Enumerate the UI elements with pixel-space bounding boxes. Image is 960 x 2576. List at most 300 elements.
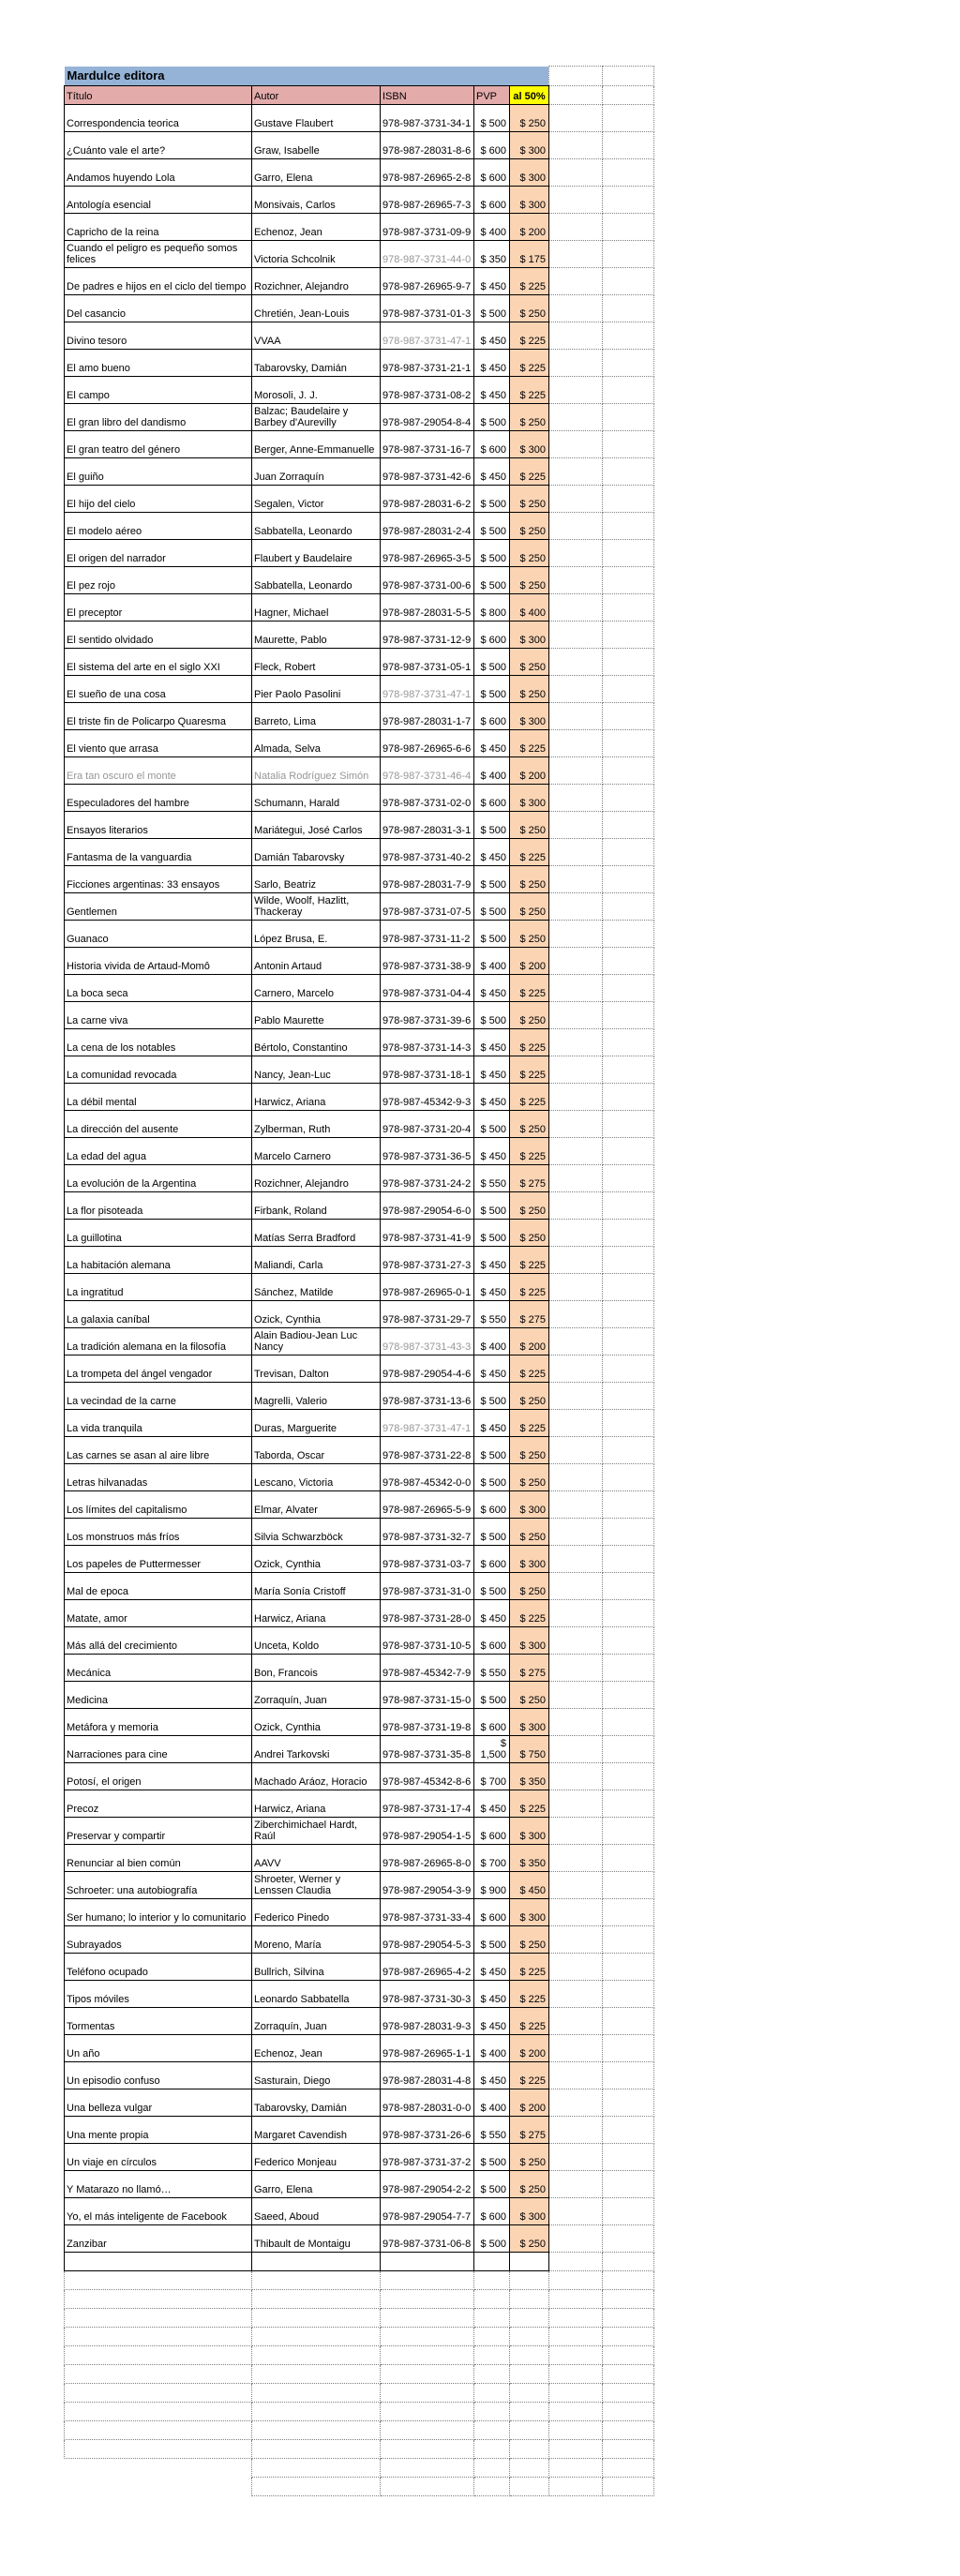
cell-titulo[interactable]: Letras hilvanadas — [65, 1464, 252, 1491]
cell-extra[interactable] — [549, 86, 603, 105]
cell-pvp[interactable]: $ 600 — [474, 785, 510, 812]
cell-pvp[interactable]: $ 500 — [474, 2225, 510, 2253]
cell-extra[interactable] — [549, 268, 603, 295]
cell-half-price[interactable]: $ 250 — [510, 1002, 549, 1029]
cell-extra[interactable] — [549, 1274, 603, 1301]
cell-autor[interactable]: Bértolo, Constantino — [252, 1029, 381, 1056]
cell-empty[interactable] — [252, 2384, 381, 2403]
cell-extra[interactable] — [603, 105, 654, 132]
cell-pvp[interactable]: $ 500 — [474, 540, 510, 567]
cell-extra[interactable] — [549, 893, 603, 921]
cell-empty[interactable] — [603, 2384, 654, 2403]
cell-half-price[interactable]: $ 300 — [510, 2198, 549, 2225]
cell-extra[interactable] — [603, 1981, 654, 2008]
cell-autor[interactable]: Maliandi, Carla — [252, 1247, 381, 1274]
cell-extra[interactable] — [549, 757, 603, 785]
cell-extra[interactable] — [549, 1491, 603, 1519]
cell-extra[interactable] — [549, 2035, 603, 2062]
cell-autor[interactable]: Zorraquín, Juan — [252, 1682, 381, 1709]
cell-extra[interactable] — [549, 948, 603, 975]
cell-titulo[interactable]: Guanaco — [65, 921, 252, 948]
cell-isbn[interactable]: 978-987-3731-47-1 — [381, 676, 474, 703]
cell-extra[interactable] — [549, 2062, 603, 2089]
cell-extra[interactable] — [603, 676, 654, 703]
cell-isbn[interactable]: 978-987-3731-10-5 — [381, 1627, 474, 1655]
cell-extra[interactable] — [603, 567, 654, 594]
cell-empty[interactable] — [252, 2253, 381, 2271]
cell-half-price[interactable]: $ 300 — [510, 703, 549, 730]
cell-extra[interactable] — [549, 132, 603, 159]
cell-autor[interactable]: Andrei Tarkovski — [252, 1736, 381, 1763]
cell-extra[interactable] — [603, 1437, 654, 1464]
cell-pvp[interactable]: $ 500 — [474, 513, 510, 540]
cell-empty[interactable] — [65, 2403, 252, 2421]
cell-pvp[interactable]: $ 600 — [474, 1709, 510, 1736]
cell-titulo[interactable]: Tormentas — [65, 2008, 252, 2035]
cell-autor[interactable]: Schumann, Harald — [252, 785, 381, 812]
cell-empty[interactable] — [549, 2271, 603, 2290]
cell-autor[interactable]: Federico Monjeau — [252, 2144, 381, 2171]
cell-extra[interactable] — [603, 431, 654, 458]
cell-pvp[interactable]: $ 450 — [474, 2008, 510, 2035]
cell-extra[interactable] — [603, 350, 654, 377]
cell-pvp[interactable]: $ 600 — [474, 703, 510, 730]
cell-autor[interactable]: Ozick, Cynthia — [252, 1709, 381, 1736]
cell-autor[interactable]: Sarlo, Beatriz — [252, 866, 381, 893]
cell-extra[interactable] — [549, 1736, 603, 1763]
cell-titulo[interactable]: Schroeter: una autobiografía — [65, 1872, 252, 1899]
cell-autor[interactable]: Damián Tabarovsky — [252, 839, 381, 866]
cell-extra[interactable] — [549, 1220, 603, 1247]
cell-extra[interactable] — [603, 322, 654, 350]
cell-isbn[interactable]: 978-987-45342-0-0 — [381, 1464, 474, 1491]
cell-half-price[interactable]: $ 300 — [510, 1899, 549, 1926]
cell-pvp[interactable]: $ 500 — [474, 1573, 510, 1600]
cell-half-price[interactable]: $ 400 — [510, 594, 549, 622]
cell-titulo[interactable]: Fantasma de la vanguardia — [65, 839, 252, 866]
cell-half-price[interactable]: $ 250 — [510, 295, 549, 322]
cell-empty[interactable] — [510, 2478, 549, 2496]
cell-isbn[interactable]: 978-987-28031-9-3 — [381, 2008, 474, 2035]
cell-extra[interactable] — [603, 703, 654, 730]
cell-half-price[interactable]: $ 250 — [510, 2144, 549, 2171]
cell-extra[interactable] — [549, 1247, 603, 1274]
cell-autor[interactable]: Bon, Francois — [252, 1655, 381, 1682]
cell-pvp[interactable]: $ 600 — [474, 1627, 510, 1655]
cell-autor[interactable]: Alain Badiou-Jean Luc Nancy — [252, 1328, 381, 1355]
cell-autor[interactable]: Harwicz, Ariana — [252, 1084, 381, 1111]
cell-isbn[interactable]: 978-987-26965-2-8 — [381, 159, 474, 187]
cell-isbn[interactable]: 978-987-28031-3-1 — [381, 812, 474, 839]
cell-isbn[interactable]: 978-987-3731-39-6 — [381, 1002, 474, 1029]
cell-empty[interactable] — [474, 2309, 510, 2328]
cell-titulo[interactable]: La edad del agua — [65, 1138, 252, 1165]
cell-pvp[interactable]: $ 400 — [474, 2089, 510, 2117]
cell-pvp[interactable]: $ 500 — [474, 1464, 510, 1491]
cell-empty[interactable] — [65, 2346, 252, 2365]
cell-titulo[interactable]: El pez rojo — [65, 567, 252, 594]
cell-extra[interactable] — [549, 187, 603, 214]
cell-autor[interactable]: Machado Aráoz, Horacio — [252, 1763, 381, 1790]
cell-half-price[interactable]: $ 225 — [510, 350, 549, 377]
cell-pvp[interactable]: $ 450 — [474, 350, 510, 377]
cell-empty[interactable] — [474, 2290, 510, 2309]
cell-isbn[interactable]: 978-987-3731-34-1 — [381, 105, 474, 132]
column-header-isbn[interactable]: ISBN — [381, 86, 474, 105]
cell-isbn[interactable]: 978-987-28031-6-2 — [381, 486, 474, 513]
cell-titulo[interactable]: Mecánica — [65, 1655, 252, 1682]
cell-extra[interactable] — [603, 2117, 654, 2144]
cell-isbn[interactable]: 978-987-3731-32-7 — [381, 1519, 474, 1546]
cell-empty[interactable] — [381, 2290, 474, 2309]
cell-autor[interactable]: Tabarovsky, Damián — [252, 350, 381, 377]
cell-extra[interactable] — [603, 1655, 654, 1682]
cell-empty[interactable] — [510, 2309, 549, 2328]
cell-isbn[interactable]: 978-987-3731-01-3 — [381, 295, 474, 322]
cell-half-price[interactable]: $ 225 — [510, 1274, 549, 1301]
cell-pvp[interactable]: $ 600 — [474, 431, 510, 458]
cell-empty[interactable] — [603, 2290, 654, 2309]
cell-pvp[interactable]: $ 450 — [474, 1274, 510, 1301]
cell-autor[interactable]: Bullrich, Silvina — [252, 1954, 381, 1981]
cell-titulo[interactable]: Más allá del crecimiento — [65, 1627, 252, 1655]
cell-titulo[interactable]: Ficciones argentinas: 33 ensayos — [65, 866, 252, 893]
cell-empty[interactable] — [603, 2478, 654, 2496]
cell-empty[interactable] — [510, 2384, 549, 2403]
cell-isbn[interactable]: 978-987-28031-1-7 — [381, 703, 474, 730]
cell-extra[interactable] — [549, 1682, 603, 1709]
cell-extra[interactable] — [603, 1355, 654, 1383]
cell-half-price[interactable]: $ 225 — [510, 1029, 549, 1056]
cell-extra[interactable] — [549, 1165, 603, 1192]
cell-titulo[interactable]: Preservar y compartir — [65, 1818, 252, 1845]
cell-empty[interactable] — [381, 2253, 474, 2271]
cell-extra[interactable] — [603, 839, 654, 866]
cell-pvp[interactable]: $ 600 — [474, 159, 510, 187]
cell-autor[interactable]: Trevisan, Dalton — [252, 1355, 381, 1383]
cell-empty[interactable] — [65, 2290, 252, 2309]
cell-extra[interactable] — [549, 1084, 603, 1111]
cell-half-price[interactable]: $ 250 — [510, 1220, 549, 1247]
cell-isbn[interactable]: 978-987-3731-12-9 — [381, 622, 474, 649]
cell-autor[interactable]: Harwicz, Ariana — [252, 1790, 381, 1818]
cell-half-price[interactable]: $ 225 — [510, 1247, 549, 1274]
cell-autor[interactable]: Rozichner, Alejandro — [252, 268, 381, 295]
cell-empty[interactable] — [252, 2478, 381, 2496]
cell-empty[interactable] — [549, 2478, 603, 2496]
cell-isbn[interactable]: 978-987-3731-33-4 — [381, 1899, 474, 1926]
cell-titulo[interactable]: La galaxia caníbal — [65, 1301, 252, 1328]
cell-empty[interactable] — [510, 2421, 549, 2440]
cell-extra[interactable] — [549, 1355, 603, 1383]
cell-half-price[interactable]: $ 225 — [510, 1355, 549, 1383]
cell-extra[interactable] — [549, 377, 603, 404]
cell-isbn[interactable]: 978-987-26965-0-1 — [381, 1274, 474, 1301]
cell-extra[interactable] — [549, 839, 603, 866]
cell-pvp[interactable]: $ 450 — [474, 1954, 510, 1981]
cell-pvp[interactable]: $ 450 — [474, 1355, 510, 1383]
cell-empty[interactable] — [549, 2346, 603, 2365]
column-header-pvp[interactable]: PVP — [474, 86, 510, 105]
cell-extra[interactable] — [603, 1573, 654, 1600]
cell-titulo[interactable]: La guillotina — [65, 1220, 252, 1247]
cell-isbn[interactable]: 978-987-3731-29-7 — [381, 1301, 474, 1328]
cell-pvp[interactable]: $ 900 — [474, 1872, 510, 1899]
cell-half-price[interactable]: $ 275 — [510, 1165, 549, 1192]
cell-empty[interactable] — [474, 2346, 510, 2365]
cell-empty[interactable] — [381, 2346, 474, 2365]
cell-extra[interactable] — [603, 2198, 654, 2225]
cell-isbn[interactable]: 978-987-28031-8-6 — [381, 132, 474, 159]
cell-titulo[interactable]: ¿Cuánto vale el arte? — [65, 132, 252, 159]
cell-empty[interactable] — [474, 2403, 510, 2421]
cell-extra[interactable] — [549, 1763, 603, 1790]
cell-extra[interactable] — [549, 1464, 603, 1491]
cell-empty[interactable] — [510, 2440, 549, 2459]
cell-half-price[interactable]: $ 300 — [510, 785, 549, 812]
cell-autor[interactable]: VVAA — [252, 322, 381, 350]
cell-empty[interactable] — [474, 2440, 510, 2459]
cell-pvp[interactable]: $ 550 — [474, 1655, 510, 1682]
cell-isbn[interactable]: 978-987-26965-1-1 — [381, 2035, 474, 2062]
cell-extra[interactable] — [603, 404, 654, 431]
cell-autor[interactable]: Ozick, Cynthia — [252, 1301, 381, 1328]
cell-autor[interactable]: Victoria Schcolnik — [252, 241, 381, 268]
cell-empty[interactable] — [65, 2421, 252, 2440]
cell-extra[interactable] — [549, 105, 603, 132]
cell-autor[interactable]: Federico Pinedo — [252, 1899, 381, 1926]
cell-extra[interactable] — [549, 322, 603, 350]
cell-empty[interactable] — [474, 2328, 510, 2346]
cell-autor[interactable]: Unceta, Koldo — [252, 1627, 381, 1655]
cell-half-price[interactable]: $ 250 — [510, 540, 549, 567]
cell-autor[interactable]: Sabbatella, Leonardo — [252, 513, 381, 540]
cell-isbn[interactable]: 978-987-3731-24-2 — [381, 1165, 474, 1192]
cell-extra[interactable] — [549, 1301, 603, 1328]
cell-extra[interactable] — [549, 1627, 603, 1655]
cell-titulo[interactable]: El sentido olvidado — [65, 622, 252, 649]
cell-empty[interactable] — [510, 2328, 549, 2346]
cell-titulo[interactable]: Mal de epoca — [65, 1573, 252, 1600]
cell-autor[interactable]: Pablo Maurette — [252, 1002, 381, 1029]
cell-isbn[interactable]: 978-987-3731-27-3 — [381, 1247, 474, 1274]
cell-autor[interactable]: López Brusa, E. — [252, 921, 381, 948]
cell-isbn[interactable]: 978-987-3731-40-2 — [381, 839, 474, 866]
cell-half-price[interactable]: $ 200 — [510, 948, 549, 975]
cell-extra[interactable] — [603, 2253, 654, 2271]
cell-empty[interactable] — [603, 2459, 654, 2478]
cell-autor[interactable]: Hagner, Michael — [252, 594, 381, 622]
cell-empty[interactable] — [252, 2459, 381, 2478]
cell-isbn[interactable]: 978-987-28031-5-5 — [381, 594, 474, 622]
cell-extra[interactable] — [603, 513, 654, 540]
cell-empty[interactable] — [65, 2440, 252, 2459]
cell-extra[interactable] — [603, 757, 654, 785]
cell-isbn[interactable]: 978-987-3731-38-9 — [381, 948, 474, 975]
cell-extra[interactable] — [603, 1546, 654, 1573]
cell-half-price[interactable]: $ 250 — [510, 921, 549, 948]
cell-empty[interactable] — [252, 2403, 381, 2421]
cell-half-price[interactable]: $ 300 — [510, 187, 549, 214]
cell-titulo[interactable]: Un viaje en círculos — [65, 2144, 252, 2171]
cell-isbn[interactable]: 978-987-3731-13-6 — [381, 1383, 474, 1410]
cell-autor[interactable]: Ozick, Cynthia — [252, 1546, 381, 1573]
cell-autor[interactable]: Wilde, Woolf, Hazlitt, Thackeray — [252, 893, 381, 921]
cell-isbn[interactable]: 978-987-3731-21-1 — [381, 350, 474, 377]
cell-extra[interactable] — [603, 1410, 654, 1437]
cell-pvp[interactable]: $ 400 — [474, 214, 510, 241]
cell-autor[interactable]: Graw, Isabelle — [252, 132, 381, 159]
cell-isbn[interactable]: 978-987-3731-09-9 — [381, 214, 474, 241]
cell-extra[interactable] — [603, 214, 654, 241]
cell-isbn[interactable]: 978-987-26965-5-9 — [381, 1491, 474, 1519]
cell-isbn[interactable]: 978-987-3731-44-0 — [381, 241, 474, 268]
cell-autor[interactable]: Leonardo Sabbatella — [252, 1981, 381, 2008]
cell-isbn[interactable]: 978-987-26965-9-7 — [381, 268, 474, 295]
cell-half-price[interactable]: $ 225 — [510, 1954, 549, 1981]
cell-extra[interactable] — [603, 241, 654, 268]
cell-half-price[interactable]: $ 250 — [510, 676, 549, 703]
cell-empty[interactable] — [381, 2271, 474, 2290]
cell-isbn[interactable]: 978-987-45342-9-3 — [381, 1084, 474, 1111]
cell-pvp[interactable]: $ 450 — [474, 322, 510, 350]
cell-extra[interactable] — [603, 785, 654, 812]
cell-half-price[interactable]: $ 250 — [510, 1573, 549, 1600]
cell-pvp[interactable]: $ 450 — [474, 730, 510, 757]
cell-autor[interactable]: Segalen, Victor — [252, 486, 381, 513]
cell-empty[interactable] — [510, 2403, 549, 2421]
cell-isbn[interactable]: 978-987-3731-26-6 — [381, 2117, 474, 2144]
cell-pvp[interactable]: $ 500 — [474, 1111, 510, 1138]
cell-autor[interactable]: Balzac; Baudelaire y Barbey d'Aurevilly — [252, 404, 381, 431]
cell-isbn[interactable]: 978-987-29054-2-2 — [381, 2171, 474, 2198]
cell-pvp[interactable]: $ 550 — [474, 2117, 510, 2144]
cell-isbn[interactable]: 978-987-26965-3-5 — [381, 540, 474, 567]
cell-extra[interactable] — [603, 921, 654, 948]
cell-pvp[interactable]: $ 600 — [474, 622, 510, 649]
cell-extra[interactable] — [549, 1899, 603, 1926]
cell-titulo[interactable]: El triste fin de Policarpo Quaresma — [65, 703, 252, 730]
cell-extra[interactable] — [549, 975, 603, 1002]
cell-half-price[interactable]: $ 225 — [510, 458, 549, 486]
cell-extra[interactable] — [603, 649, 654, 676]
cell-extra[interactable] — [549, 812, 603, 839]
cell-empty[interactable] — [65, 2365, 252, 2384]
cell-autor[interactable]: Juan Zorraquín — [252, 458, 381, 486]
cell-autor[interactable]: Matías Serra Bradford — [252, 1220, 381, 1247]
cell-empty[interactable] — [381, 2365, 474, 2384]
cell-titulo[interactable]: El amo bueno — [65, 350, 252, 377]
cell-empty[interactable] — [474, 2271, 510, 2290]
cell-titulo[interactable]: La cena de los notables — [65, 1029, 252, 1056]
cell-extra[interactable] — [603, 2089, 654, 2117]
cell-extra[interactable] — [549, 594, 603, 622]
cell-titulo[interactable]: Las carnes se asan al aire libre — [65, 1437, 252, 1464]
cell-extra[interactable] — [603, 1519, 654, 1546]
cell-extra[interactable] — [603, 1899, 654, 1926]
cell-isbn[interactable]: 978-987-3731-19-8 — [381, 1709, 474, 1736]
cell-half-price[interactable]: $ 250 — [510, 1111, 549, 1138]
cell-isbn[interactable]: 978-987-28031-2-4 — [381, 513, 474, 540]
cell-autor[interactable]: Marcelo Carnero — [252, 1138, 381, 1165]
cell-extra[interactable] — [603, 866, 654, 893]
cell-autor[interactable]: Moreno, María — [252, 1926, 381, 1954]
cell-extra[interactable] — [549, 350, 603, 377]
cell-extra[interactable] — [603, 622, 654, 649]
cell-autor[interactable]: Sánchez, Matilde — [252, 1274, 381, 1301]
cell-extra[interactable] — [549, 703, 603, 730]
cell-pvp[interactable]: $ 500 — [474, 1437, 510, 1464]
cell-extra[interactable] — [603, 812, 654, 839]
cell-extra[interactable] — [603, 295, 654, 322]
cell-titulo[interactable]: El preceptor — [65, 594, 252, 622]
cell-extra[interactable] — [603, 1763, 654, 1790]
cell-extra[interactable] — [549, 159, 603, 187]
cell-half-price[interactable]: $ 300 — [510, 431, 549, 458]
cell-half-price[interactable]: $ 250 — [510, 1464, 549, 1491]
cell-empty[interactable] — [381, 2384, 474, 2403]
cell-titulo[interactable]: El sueño de una cosa — [65, 676, 252, 703]
cell-half-price[interactable]: $ 250 — [510, 1926, 549, 1954]
cell-autor[interactable]: Shroeter, Werner y Lenssen Claudia — [252, 1872, 381, 1899]
cell-titulo[interactable]: La vecindad de la carne — [65, 1383, 252, 1410]
cell-titulo[interactable]: El origen del narrador — [65, 540, 252, 567]
cell-extra[interactable] — [549, 486, 603, 513]
cell-extra[interactable] — [549, 1056, 603, 1084]
cell-extra[interactable] — [603, 1056, 654, 1084]
cell-isbn[interactable]: 978-987-45342-8-6 — [381, 1763, 474, 1790]
cell-empty[interactable] — [474, 2421, 510, 2440]
cell-titulo[interactable]: Una mente propia — [65, 2117, 252, 2144]
cell-titulo[interactable]: Precoz — [65, 1790, 252, 1818]
cell-empty[interactable] — [381, 2440, 474, 2459]
cell-isbn[interactable]: 978-987-3731-30-3 — [381, 1981, 474, 2008]
cell-extra[interactable] — [549, 730, 603, 757]
cell-autor[interactable]: Barreto, Lima — [252, 703, 381, 730]
cell-half-price[interactable]: $ 225 — [510, 268, 549, 295]
cell-extra[interactable] — [549, 1029, 603, 1056]
cell-half-price[interactable]: $ 250 — [510, 1437, 549, 1464]
cell-half-price[interactable]: $ 225 — [510, 322, 549, 350]
cell-half-price[interactable]: $ 175 — [510, 241, 549, 268]
cell-extra[interactable] — [549, 1546, 603, 1573]
cell-titulo[interactable]: La trompeta del ángel vengador — [65, 1355, 252, 1383]
cell-empty[interactable] — [474, 2365, 510, 2384]
cell-extra[interactable] — [549, 1818, 603, 1845]
cell-pvp[interactable]: $ 500 — [474, 295, 510, 322]
cell-autor[interactable]: Echenoz, Jean — [252, 2035, 381, 2062]
cell-titulo[interactable]: El hijo del cielo — [65, 486, 252, 513]
cell-autor[interactable]: Harwicz, Ariana — [252, 1600, 381, 1627]
cell-titulo[interactable]: La dirección del ausente — [65, 1111, 252, 1138]
cell-pvp[interactable]: $ 500 — [474, 404, 510, 431]
cell-empty[interactable] — [603, 2421, 654, 2440]
cell-isbn[interactable]: 978-987-29054-1-5 — [381, 1818, 474, 1845]
cell-half-price[interactable]: $ 250 — [510, 649, 549, 676]
cell-extra[interactable] — [603, 1138, 654, 1165]
cell-titulo[interactable]: De padres e hijos en el ciclo del tiempo — [65, 268, 252, 295]
cell-empty[interactable] — [252, 2421, 381, 2440]
cell-titulo[interactable]: Los monstruos más fríos — [65, 1519, 252, 1546]
cell-titulo[interactable]: Divino tesoro — [65, 322, 252, 350]
cell-extra[interactable] — [603, 1029, 654, 1056]
cell-extra[interactable] — [603, 486, 654, 513]
cell-extra[interactable] — [603, 86, 654, 105]
cell-empty[interactable] — [252, 2271, 381, 2290]
cell-pvp[interactable]: $ 500 — [474, 1192, 510, 1220]
cell-extra[interactable] — [549, 1383, 603, 1410]
cell-autor[interactable]: Monsivais, Carlos — [252, 187, 381, 214]
